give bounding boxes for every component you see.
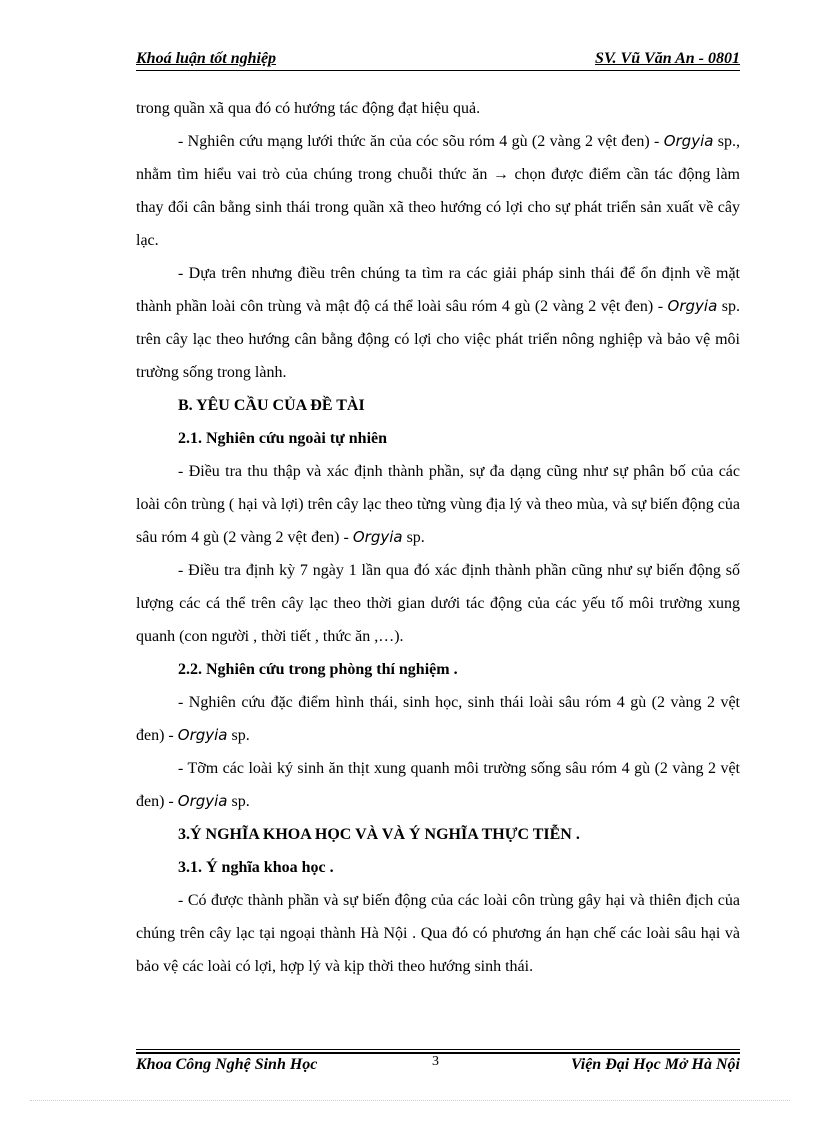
footer-institute: Viện Đại Học Mở Hà Nội <box>570 1056 740 1073</box>
page-number: 3 <box>432 1054 439 1069</box>
header-divider <box>136 70 740 71</box>
paragraph: - Dựa trên nhưng điều trên chúng ta tìm ra các giải pháp sinh thái để ổn định về mặt thành phần loài côn trùng và mật độ cá thể loài sâu róm 4 gù (2 vàng 2 vệt đen) - Orgyia sp. trên cây lạc theo hướng cân bằng động có lợi cho việc phát triển nông nghiệp và bảo vệ môi trường sống trong lành. <box>136 265 741 381</box>
subsection-heading: 3.1. Ý nghĩa khoa học . <box>178 859 334 876</box>
footer-divider <box>136 1049 740 1050</box>
genus-name: Orgyia <box>177 792 228 810</box>
paragraph: trong quần xã qua đó có hướng tác động đạt hiệu quả. <box>136 100 481 117</box>
section-heading: 3.Ý NGHĨA KHOA HỌC VÀ VÀ Ý NGHĨA THỰC TIỄN . <box>178 826 580 843</box>
header-thesis-title: Khoá luận tốt nghiệp <box>136 50 277 67</box>
genus-name: Orgyia <box>667 297 718 315</box>
footer-faculty: Khoa Công Nghệ Sinh Học <box>136 1056 318 1073</box>
genus-name: Orgyia <box>663 132 714 150</box>
paragraph: - Tỡm các loài ký sinh ăn thịt xung quanh môi trường sống sâu róm 4 gù (2 vàng 2 vệt đen) - Orgyia sp. <box>136 760 740 810</box>
document-body <box>136 92 740 983</box>
subsection-heading: 2.2. Nghiên cứu trong phòng thí nghiệm . <box>178 661 458 678</box>
paragraph: - Nghiên cứu mạng lưới thức ăn của cóc sõu róm 4 gù (2 vàng 2 vệt đen) - Orgyia sp., nhằm tìm hiểu vai trò của chúng trong chuỗi thức ăn → chọn được điểm cần tác động làm thay đổi cân bằng sinh thái trong quần xã theo hướng có lợi cho sự phát triển sản xuất về cây lạc. <box>136 132 741 249</box>
page-edge-dots <box>30 1100 790 1101</box>
genus-name: Orgyia <box>352 528 403 546</box>
header-student-name: SV. Vũ Văn An - 0801 <box>595 50 740 67</box>
page-header <box>136 50 740 72</box>
paragraph: - Nghiên cứu đặc điểm hình thái, sinh học, sinh thái loài sâu róm 4 gù (2 vàng 2 vệt đen) - Orgyia sp. <box>136 694 740 744</box>
page-footer <box>136 1056 740 1078</box>
paragraph: - Điều tra thu thập và xác định thành phần, sự đa dạng cũng như sự phân bố của các loài côn trùng ( hại và lợi) trên cây lạc theo từng vùng địa lý và theo mùa, và sự biến động của sâu róm 4 gù (2 vàng 2 vệt đen) - Orgyia sp. <box>136 463 740 546</box>
genus-name: Orgyia <box>177 726 228 744</box>
paragraph: - Có được thành phần và sự biến động của các loài côn trùng gây hại và thiên địch của chúng trên cây lạc tại ngoại thành Hà Nội . Qua đó có phương án hạn chế các loài sâu hại và bảo vệ các loài có lợi, hợp lý và kịp thời theo hướng sinh thái. <box>136 892 740 975</box>
paragraph: - Điều tra định kỳ 7 ngày 1 lần qua đó xác định thành phần cũng như sự biến động số lượng các cá thể trên cây lạc theo thời gian dưới tác động của các yếu tố môi trường xung quanh (con người , thời tiết , thức ăn ,…). <box>136 562 740 645</box>
subsection-heading: 2.1. Nghiên cứu ngoài tự nhiên <box>178 430 388 447</box>
section-heading: B. YÊU CẦU CỦA ĐỀ TÀI <box>178 397 365 414</box>
